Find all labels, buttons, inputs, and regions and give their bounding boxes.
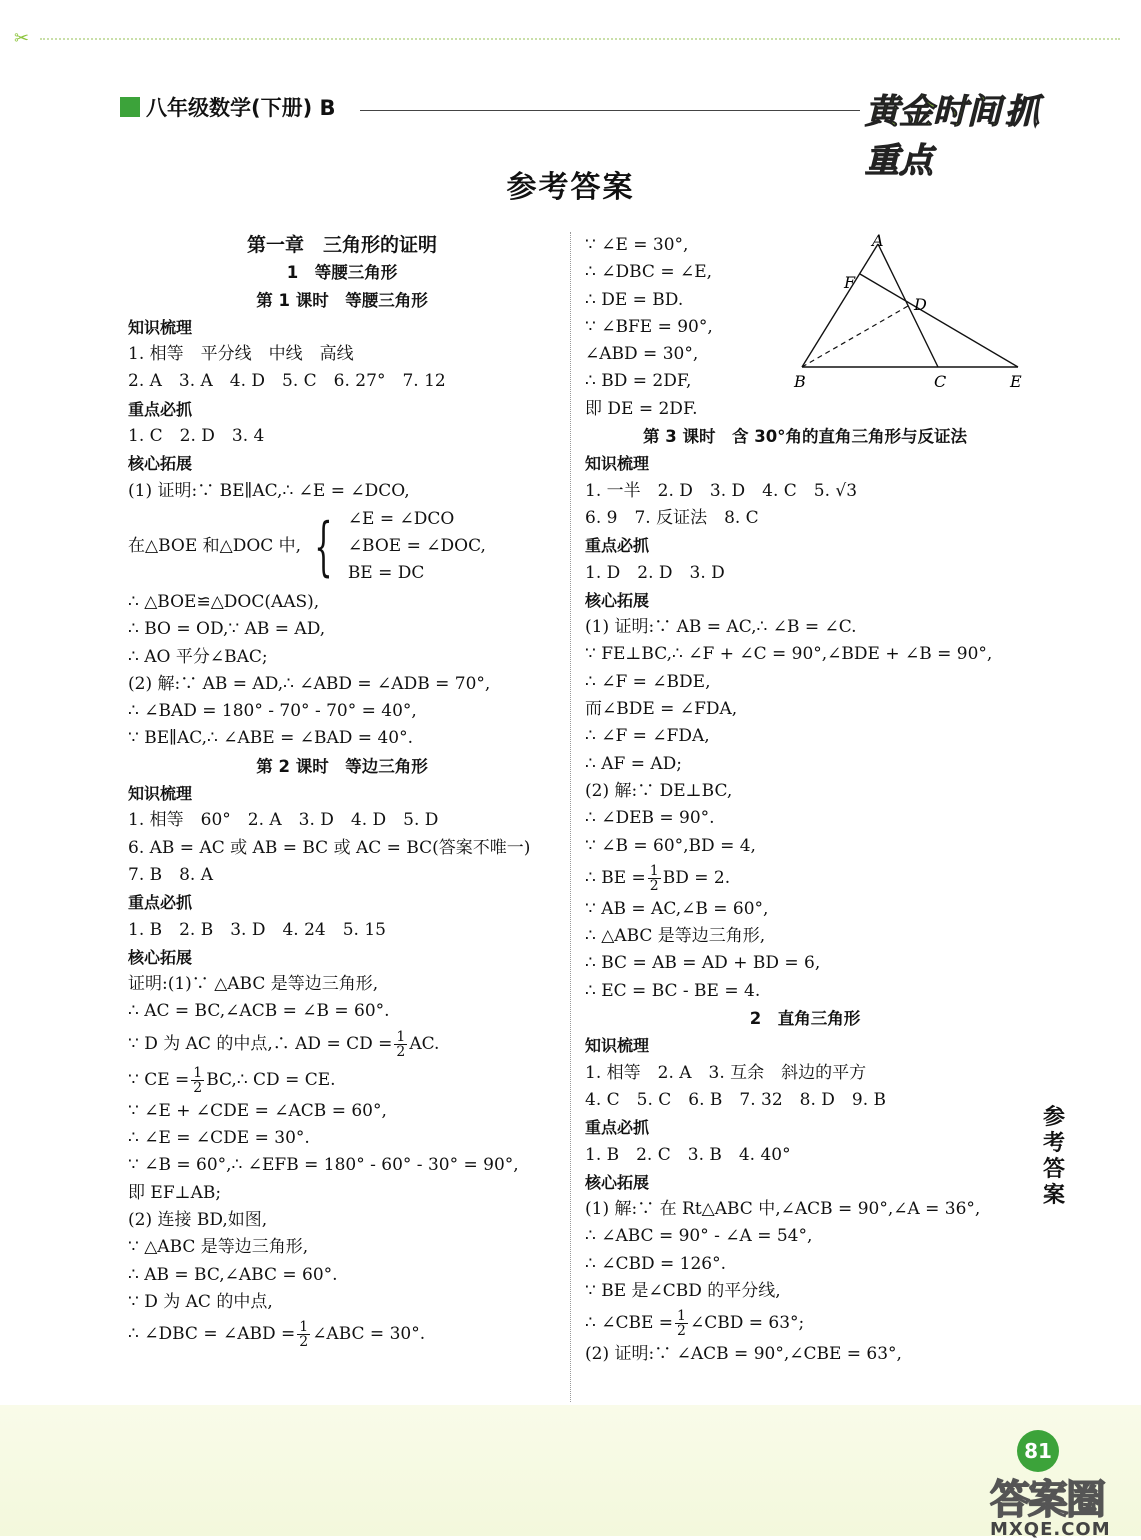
answer-line: (1) 证明:∵ AB = AC,∴ ∠B = ∠C. bbox=[585, 617, 857, 638]
fraction-denominator: 2 bbox=[649, 877, 659, 894]
answer-line: ∵ D 为 AC 的中点, bbox=[128, 1291, 273, 1312]
answer-line: 1. 相等 60° 2. A 3. D 4. D 5. D bbox=[128, 810, 439, 831]
subsection-label: 核心拓展 bbox=[585, 590, 650, 610]
bottom-band bbox=[0, 1405, 1141, 1536]
answer-line-with-fraction bbox=[128, 1316, 556, 1352]
answer-line: (1) 解:∵ 在 Rt△ABC 中,∠ACB = 90°,∠A = 36°, bbox=[585, 1199, 981, 1220]
brand-part-b: 抓重点 bbox=[865, 92, 1039, 181]
answer-line: 1. 相等 平分线 中线 高线 bbox=[128, 344, 354, 365]
fraction bbox=[675, 1309, 688, 1338]
subsection-label: 知识梳理 bbox=[128, 784, 193, 804]
label-f: F bbox=[844, 273, 856, 292]
answer-line: ∵ FE⊥BC,∴ ∠F + ∠C = 90°,∠BDE + ∠B = 90°, bbox=[585, 644, 993, 665]
answer-line: ∴ △BOE≌△DOC(AAS), bbox=[128, 591, 320, 612]
fraction-numerator: 1 bbox=[299, 1319, 309, 1336]
fraction-denominator: 2 bbox=[193, 1079, 203, 1096]
answer-line: ∴ ∠ABC = 90° - ∠A = 54°, bbox=[585, 1226, 813, 1247]
right-column bbox=[585, 232, 1025, 1369]
fraction-numerator: 1 bbox=[649, 862, 659, 879]
answer-line: ∵ ∠B = 60°,BD = 4, bbox=[585, 835, 756, 856]
answer-line: ∴ AB = BC,∠ABC = 60°. bbox=[128, 1264, 338, 1285]
fraction-suffix: ∠ABC = 30°. bbox=[312, 1324, 426, 1345]
page-number: 81 bbox=[1017, 1430, 1059, 1472]
left-brace-icon: { bbox=[314, 509, 333, 584]
answer-line: ∵ BE∥AC,∴ ∠ABE = ∠BAD = 40°. bbox=[128, 728, 413, 749]
subsection-label: 核心拓展 bbox=[585, 1172, 650, 1192]
book-subject: 八年级数学(下册) B bbox=[146, 96, 336, 120]
fraction bbox=[394, 1030, 407, 1059]
header-rule bbox=[360, 110, 860, 111]
fraction-prefix: ∴ ∠DBC = ∠ABD = bbox=[128, 1324, 296, 1345]
subsection-label: 重点必抓 bbox=[585, 536, 650, 556]
answer-line: 2. A 3. A 4. D 5. C 6. 27° 7. 12 bbox=[128, 371, 446, 392]
fraction bbox=[297, 1320, 310, 1349]
section-heading: 2 直角三角形 bbox=[749, 1009, 861, 1029]
answer-line: ∴ BO = OD,∵ AB = AD, bbox=[128, 619, 326, 640]
label-c: C bbox=[934, 372, 947, 391]
answer-line: ∴ BC = AB = AD + BD = 6, bbox=[585, 953, 821, 974]
label-b: B bbox=[794, 372, 806, 391]
cut-line bbox=[40, 38, 1120, 40]
answer-line: 而∠BDE = ∠FDA, bbox=[585, 699, 738, 720]
page-title: 参考答案 bbox=[506, 170, 635, 205]
answer-line: 证明:(1)∵ △ABC 是等边三角形, bbox=[128, 974, 379, 995]
brace-condition-group bbox=[128, 505, 556, 589]
answer-line: ∴ ∠F = ∠FDA, bbox=[585, 726, 710, 747]
edge-bd-dashed bbox=[802, 306, 908, 367]
page-header bbox=[120, 92, 1040, 181]
answer-line: 即 DE = 2DF. bbox=[585, 398, 698, 419]
answer-line: 1. C 2. D 3. 4 bbox=[128, 426, 265, 447]
brace-condition: ∠E = ∠DCO bbox=[347, 509, 455, 530]
answer-line: 1. B 2. C 3. B 4. 40° bbox=[585, 1144, 791, 1165]
brace-condition: ∠BOE = ∠DOC, bbox=[347, 536, 486, 557]
section-heading: 1 等腰三角形 bbox=[286, 263, 398, 283]
answer-line: ∴ ∠DBC = ∠E, bbox=[585, 262, 713, 283]
fraction-numerator: 1 bbox=[677, 1308, 686, 1325]
answer-line: 1. 相等 2. A 3. 互余 斜边的平方 bbox=[585, 1062, 867, 1083]
answer-line: 6. AB = AC 或 AB = BC 或 AC = BC(答案不唯一) bbox=[128, 837, 531, 858]
answer-line: 1. 一半 2. D 3. D 4. C 5. √3 bbox=[585, 480, 858, 501]
answer-line: ∵ ∠E + ∠CDE = ∠ACB = 60°, bbox=[128, 1100, 387, 1121]
chapter-heading: 第一章 三角形的证明 bbox=[246, 234, 437, 256]
watermark-logo bbox=[990, 1468, 1140, 1540]
scissors-icon: ✂ bbox=[14, 28, 30, 49]
fraction-suffix: ∠CBD = 63°; bbox=[689, 1313, 805, 1334]
fraction-denominator: 2 bbox=[396, 1043, 406, 1060]
answer-line: ∴ DE = BD. bbox=[585, 289, 684, 310]
answer-line: ∵ △ABC 是等边三角形, bbox=[128, 1237, 309, 1258]
answer-line: ∴ AC = BC,∠ACB = ∠B = 60°. bbox=[128, 1001, 390, 1022]
subsection-label: 知识梳理 bbox=[585, 1036, 650, 1056]
fraction-suffix: AC. bbox=[409, 1033, 440, 1054]
fraction-prefix: ∴ ∠CBE = bbox=[585, 1313, 674, 1334]
answer-line: ∴ ∠BAD = 180° - 70° - 70° = 40°, bbox=[128, 701, 417, 722]
answer-line: ∴ AO 平分∠BAC; bbox=[128, 646, 268, 667]
answer-line: ∴ △ABC 是等边三角形, bbox=[585, 926, 766, 947]
subsection-label: 重点必抓 bbox=[128, 399, 193, 419]
fraction bbox=[191, 1066, 204, 1095]
subsection-label: 重点必抓 bbox=[585, 1118, 650, 1138]
answer-line: ∠ABD = 30°, bbox=[585, 344, 699, 365]
answer-line: 4. C 5. C 6. B 7. 32 8. D 9. B bbox=[585, 1089, 887, 1110]
answer-line-with-fraction bbox=[128, 1026, 556, 1062]
triangle-figure bbox=[790, 232, 1030, 392]
subsection-label: 核心拓展 bbox=[128, 947, 193, 967]
lesson-heading: 第 3 课时 含 30°角的直角三角形与反证法 bbox=[643, 427, 967, 447]
fraction-prefix: ∵ CE = bbox=[128, 1069, 190, 1090]
header-square-icon bbox=[120, 97, 140, 117]
left-column bbox=[128, 232, 556, 1352]
answer-line: ∴ ∠E = ∠CDE = 30°. bbox=[128, 1128, 310, 1149]
answer-line: ∴ ∠DEB = 90°. bbox=[585, 808, 715, 829]
answer-line: 1. D 2. D 3. D bbox=[585, 562, 725, 583]
answer-line: (2) 连接 BD,如图, bbox=[128, 1209, 268, 1230]
lesson-heading: 第 2 课时 等边三角形 bbox=[256, 756, 428, 776]
answer-line: 即 EF⊥AB; bbox=[128, 1182, 222, 1203]
subsection-label: 知识梳理 bbox=[585, 454, 650, 474]
brand-part-a: 黄金时间 bbox=[865, 92, 1001, 132]
subsection-label: 核心拓展 bbox=[128, 454, 193, 474]
answer-line: 1. B 2. B 3. D 4. 24 5. 15 bbox=[128, 919, 386, 940]
fraction-suffix: BC,∴ CD = CE. bbox=[206, 1069, 336, 1090]
answer-line-with-fraction bbox=[128, 1062, 556, 1098]
fraction-suffix: BD = 2. bbox=[662, 867, 731, 888]
answer-line: (2) 解:∵ AB = AD,∴ ∠ABD = ∠ADB = 70°, bbox=[128, 673, 491, 694]
subsection-label: 重点必抓 bbox=[128, 893, 193, 913]
fraction bbox=[648, 864, 661, 893]
answer-line: ∵ AB = AC,∠B = 60°, bbox=[585, 898, 769, 919]
label-e: E bbox=[1010, 372, 1022, 391]
lesson-heading: 第 1 课时 等腰三角形 bbox=[256, 290, 428, 310]
side-tab: 参考答案 bbox=[1042, 1105, 1065, 1208]
fraction-denominator: 2 bbox=[299, 1334, 309, 1351]
watermark-top: 答案圈 bbox=[990, 1477, 1104, 1523]
answer-line-with-fraction bbox=[585, 860, 1025, 896]
fraction-numerator: 1 bbox=[396, 1028, 406, 1045]
fraction-prefix: ∴ BE = bbox=[585, 867, 646, 888]
brace-lines bbox=[348, 506, 486, 587]
answer-line: ∵ ∠B = 60°,∴ ∠EFB = 180° - 60° - 30° = 90°, bbox=[128, 1155, 519, 1176]
answer-line: ∵ ∠E = 30°, bbox=[585, 235, 689, 255]
subsection-label: 知识梳理 bbox=[128, 317, 193, 337]
fraction-numerator: 1 bbox=[193, 1064, 203, 1081]
answer-line: 6. 9 7. 反证法 8. C bbox=[585, 507, 759, 528]
label-a: A bbox=[872, 232, 884, 250]
fraction-prefix: ∵ D 为 AC 的中点,∴ AD = CD = bbox=[128, 1033, 393, 1054]
edge-ac bbox=[878, 244, 938, 367]
answer-line: ∴ ∠CBD = 126°. bbox=[585, 1253, 726, 1274]
column-divider bbox=[570, 232, 571, 1402]
answer-line: (2) 证明:∵ ∠ACB = 90°,∠CBE = 63°, bbox=[585, 1344, 902, 1365]
answer-line: (2) 解:∵ DE⊥BC, bbox=[585, 780, 733, 801]
answer-line: ∵ BE 是∠CBD 的平分线, bbox=[585, 1280, 781, 1301]
brace-lead: 在△BOE 和△DOC 中, bbox=[128, 536, 302, 557]
answer-line: ∴ EC = BC - BE = 4. bbox=[585, 980, 761, 1001]
answer-line-with-fraction bbox=[585, 1305, 1025, 1341]
answer-line: 7. B 8. A bbox=[128, 864, 214, 885]
answer-line: ∴ BD = 2DF, bbox=[585, 371, 692, 392]
label-d: D bbox=[914, 295, 927, 314]
answer-line: (1) 证明:∵ BE∥AC,∴ ∠E = ∠DCO, bbox=[128, 480, 410, 501]
brace-condition: BE = DC bbox=[347, 563, 425, 584]
answer-line: ∴ AF = AD; bbox=[585, 753, 682, 774]
watermark-bottom: MXQE.COM bbox=[990, 1519, 1111, 1540]
answer-line: ∴ ∠F = ∠BDE, bbox=[585, 671, 711, 692]
answer-line: ∵ ∠BFE = 90°, bbox=[585, 316, 713, 337]
fraction-denominator: 2 bbox=[677, 1323, 686, 1340]
edge-ab bbox=[802, 244, 878, 367]
